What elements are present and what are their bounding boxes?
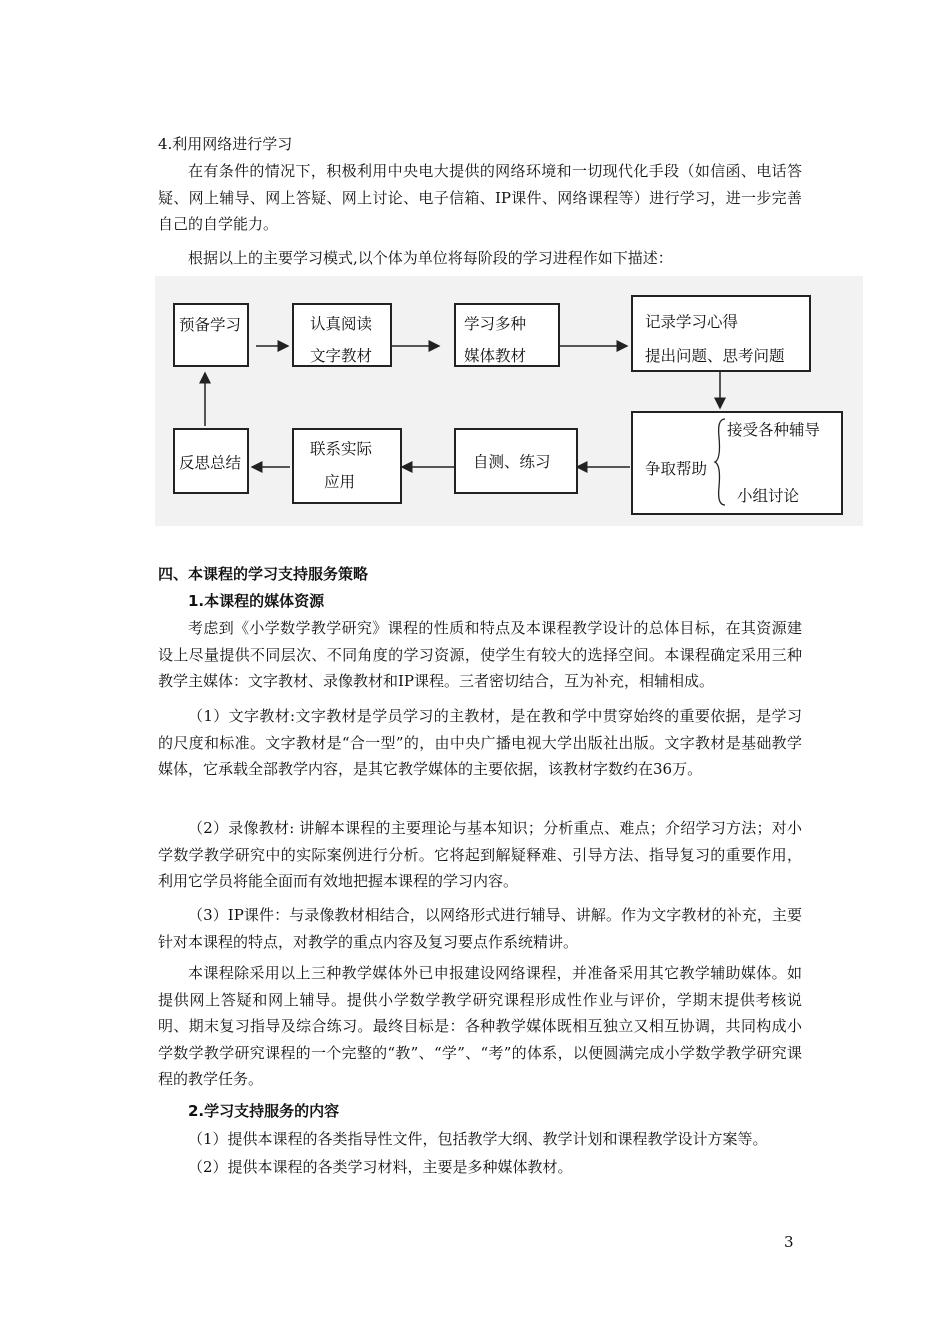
paragraph-network-learning: 在有条件的情况下，积极利用中央电大提供的网络环境和一切现代化手段（如信函、电话答疑、网上辅导、网上答疑、网上讨论、电子信箱、IP课件、网络课程等）进行学习，进一步完善自己的自学能力。 [158, 162, 802, 233]
step-label-apply-line2: 应用 [324, 473, 356, 491]
paragraph-ip-courseware: （3）IP课件：与录像教材相结合，以网络形式进行辅导、讲解。作为文字教材的补充，主要针对本课程的特点，对教学的重点内容及复习要点作系统精讲。 [158, 906, 802, 951]
step-box-read-text [292, 303, 392, 367]
step-box-prepare [173, 303, 249, 367]
step-label-reflect: 反思总结 [179, 454, 242, 472]
step-label-self-test: 自测、练习 [473, 453, 551, 471]
subheading-network-learning: 4.利用网络进行学习 [158, 135, 293, 153]
paragraph-process-intro: 根据以上的主要学习模式,以个体为单位将每阶段的学习进程作如下描述： [188, 249, 673, 267]
step-box-self-test [454, 428, 578, 494]
step-box-apply [292, 428, 402, 504]
paragraph-learning-materials: （2）提供本课程的各类学习材料，主要是多种媒体教材。 [188, 1158, 573, 1176]
step-label-multimedia-line1: 学习多种 [464, 315, 527, 333]
step-label-read-line2: 文字教材 [310, 347, 373, 365]
paragraph-guidance-documents: （1）提供本课程的各类指导性文件，包括教学大纲、教学计划和课程教学设计方案等。 [188, 1130, 768, 1148]
step-box-record-notes [631, 295, 811, 372]
paragraph-auxiliary-media: 本课程除采用以上三种教学媒体外已申报建设网络课程，并准备采用其它教学辅助媒体。如提供网上答疑和网上辅导。提供小学数学教学研究课程形成性作业与评价，学期末提供考核说明、期末复习指导及综合练习。最终目标是：各种教学媒体既相互独立又相互协调，共同构成小学数学教学研究课程的一个完整的“教”、“学”、“考”的体系，以便圆满完成小学数学教学研究课程的教学任务。 [158, 964, 802, 1088]
step-label-record-line2: 提出问题、思考问题 [645, 347, 785, 365]
step-box-seek-help [631, 411, 843, 515]
learning-process-flowchart [155, 276, 863, 526]
step-label-multimedia-line2: 媒体教材 [464, 347, 527, 365]
step-box-reflect [173, 428, 249, 494]
brace-icon [713, 417, 727, 507]
step-label-seek-help: 争取帮助 [645, 460, 708, 478]
subheading-media-resources: 1.本课程的媒体资源 [188, 592, 325, 610]
section-heading-support-strategy: 四、本课程的学习支持服务策略 [158, 565, 369, 583]
step-label-prepare: 预备学习 [179, 316, 242, 334]
subheading-support-content: 2.学习支持服务的内容 [188, 1102, 340, 1120]
step-label-apply-line1: 联系实际 [310, 440, 373, 458]
page-number: 3 [784, 1233, 794, 1251]
paragraph-video-materials: （2）录像教材: 讲解本课程的主要理论与基本知识；分析重点、难点；介绍学习方法；对小学数学教学研究中的实际案例进行分析。它将起到解疑释难、引导方法、指导复习的重要作用，利用它学员将能全面而有效地把握本课程的学习内容。 [158, 819, 802, 890]
step-label-read-line1: 认真阅读 [310, 315, 373, 333]
step-label-record-line1: 记录学习心得 [645, 313, 739, 331]
step-label-group-discussion: 小组讨论 [737, 487, 800, 505]
paragraph-text-materials: （1）文字教材:文字教材是学员学习的主教材，是在教和学中贯穿始终的重要依据，是学习的尺度和标准。文字教材是“合一型”的，由中央广播电视大学出版社出版。文字教材是基础教学媒体，它承载全部教学内容，是其它教学媒体的主要依据，该教材字数约在36万。 [158, 707, 802, 778]
step-label-tutoring: 接受各种辅导 [727, 421, 821, 439]
step-box-multimedia [454, 303, 560, 367]
paragraph-media-overview: 考虑到《小学数学教学研究》课程的性质和特点及本课程教学设计的总体目标，在其资源建设上尽量提供不同层次、不同角度的学习资源，使学生有较大的选择空间。本课程确定采用三种教学主媒体：文字教材、录像教材和IP课程。三者密切结合，互为补充，相辅相成。 [158, 619, 802, 690]
